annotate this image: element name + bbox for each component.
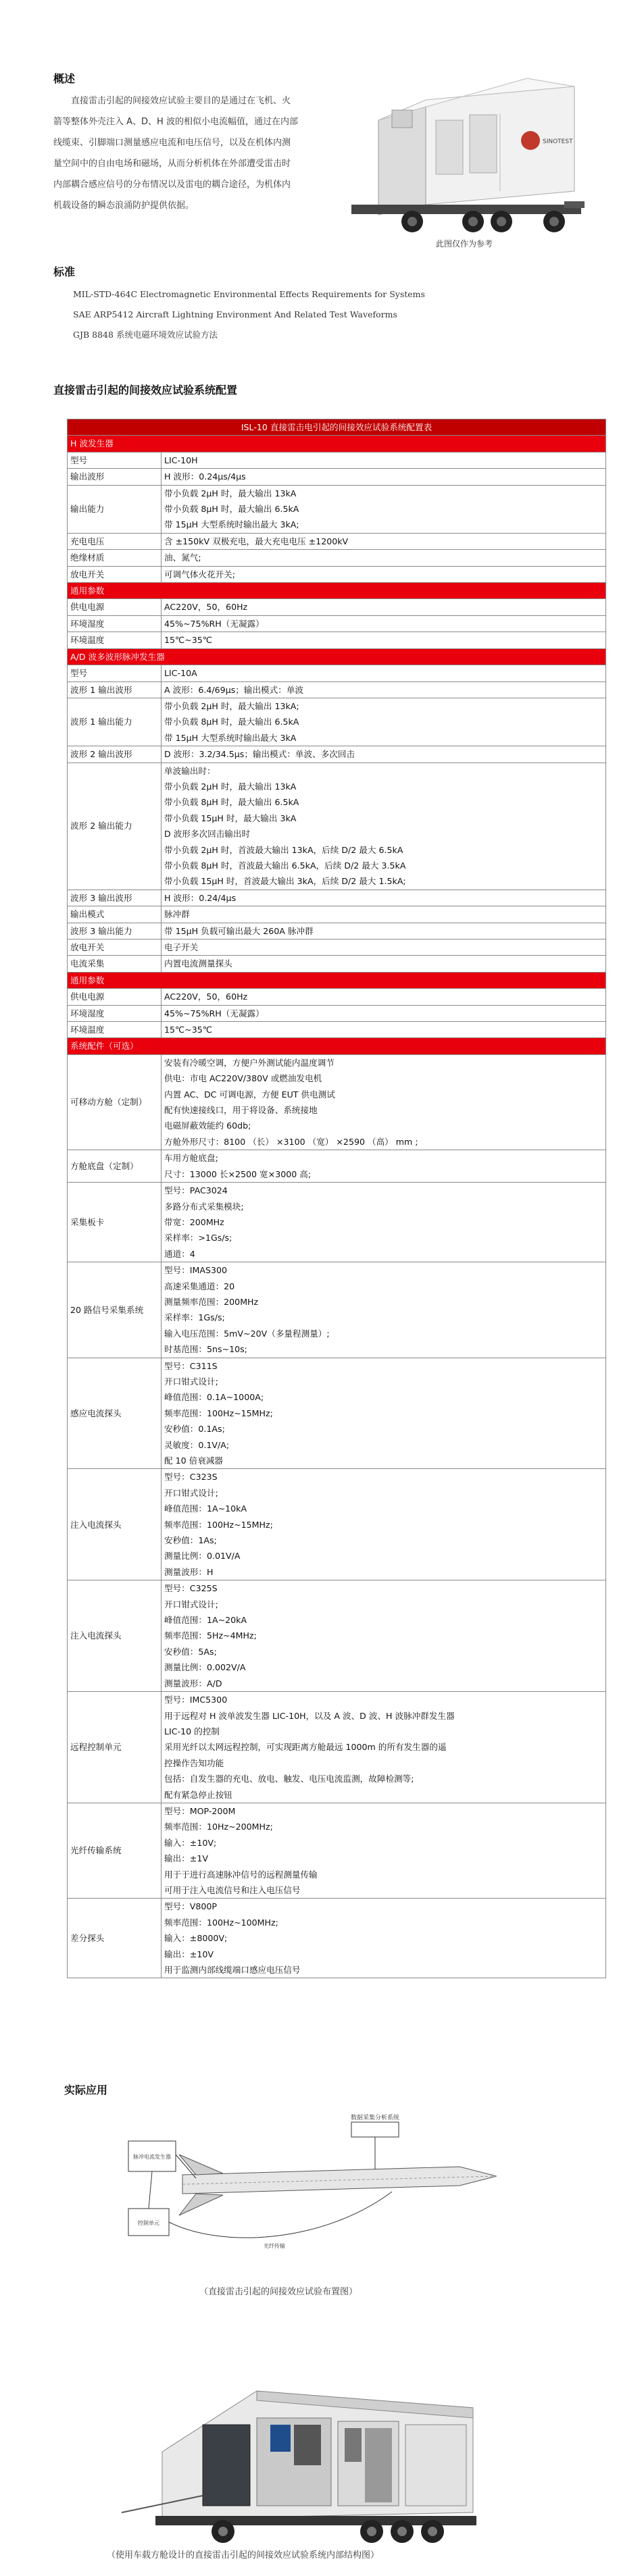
value-line: 测量波形：A/D [164,1678,222,1689]
row-label: 型号 [68,665,162,681]
table-row [68,632,606,648]
table-row [68,906,606,923]
value-line: 方舱外形尺寸：8100 （长） ×3100 （宽） ×2590 （高） mm ; [164,1136,418,1147]
row-label: 20 路信号采集系统 [68,1262,162,1358]
value-line: 时基范围：5ns~10s; [164,1344,247,1355]
value-line: LIC-10H [164,455,198,465]
value-line: 采样率：1Gs/s; [164,1312,225,1323]
table-row [68,1692,606,1803]
value-line: 灵敏度：0.1V/A; [164,1439,230,1450]
table-row [68,615,606,632]
value-line: 测量波形：H [164,1566,214,1577]
table-row [68,956,606,972]
row-label: 方舱底盘（定制） [68,1150,162,1183]
value-line: 带小负载 8μH 时，首波最大输出 6.5kA，后续 D/2 最大 3.5kA [164,860,406,871]
value-line: 开口钳式设计; [164,1487,218,1498]
value-line: 尺寸：13000 长×2500 宽×3000 高; [164,1168,312,1179]
value-line: 用于远程对 H 波单波发生器 LIC-10H，以及 A 波、D 波、H 波脉冲群发生器 [164,1710,455,1721]
value-line: LIC-10 的控制 [164,1726,220,1736]
value-line: 峰值范围：0.1A~1000A; [164,1392,264,1403]
value-line: D 波形多次回击输出时 [164,829,251,840]
value-line: 带小负载 2μH 时，最大输出 13kA [164,488,297,498]
row-label: 输出能力 [68,485,162,533]
value-line: 频率范围：5Hz~4MHz; [164,1630,257,1641]
value-line: 油、氮气; [164,552,201,563]
overview-line: 内部耦合感应信号的分布情况以及雷电的耦合途径，为机体内 [53,180,291,190]
table-row [68,1262,606,1358]
section-header-row [68,972,606,988]
value-line: 输入：±8000V; [164,1933,228,1944]
standard-item: GJB 8848 系统电磁环境效应试验方法 [73,330,218,340]
table-row [68,746,606,763]
overview-heading: 概述 [53,72,76,85]
section-header-row [68,583,606,599]
row-value [162,485,606,533]
section-header: 通用参数 [68,583,606,599]
table-row [68,1183,606,1262]
table-row [68,599,606,615]
value-line: 采用光纤以太网远程控制，可实现距离方舱最远 1000m 的所有发生器的遥 [164,1742,447,1753]
value-line: 带小负载 15μH 时，最大输出 3kA [164,813,297,823]
value-line: 带小负载 8μH 时，最大输出 6.5kA [164,504,299,515]
row-label: 放电开关 [68,566,162,582]
value-line: 型号：C311S [164,1360,218,1371]
config-table-wrapper [67,419,606,1978]
overview-line: 直接雷击引起的间接效应试验主要目的是通过在飞机、火 [71,96,291,106]
value-line: 高速采集通道：20 [164,1281,235,1291]
row-value [162,1580,606,1692]
caption-structure: （使用车载方舱设计的直接雷击引起的间接效应试验系统内部结构图） [107,2550,380,2560]
value-line: 带小负载 2μH 时，最大输出 13kA [164,781,297,792]
row-label: 感应电流探头 [68,1358,162,1469]
truck-image-reference [351,73,595,242]
row-label: 放电开关 [68,939,162,956]
row-value [162,665,606,681]
value-line: 控操作告知功能 [164,1757,224,1768]
row-label: 波形 3 输出波形 [68,890,162,906]
row-value [162,533,606,549]
table-row [68,1899,606,1978]
value-line: 开口钳式设计; [164,1599,218,1609]
table-row [68,923,606,939]
value-line: 15℃~35℃ [164,635,212,646]
diagram-label-control: 控制单元 [138,2220,159,2226]
section-header: 通用参数 [68,972,606,988]
value-line: 含 ±150kV 双极充电，最大充电电压 ±1200kV [164,536,349,546]
standard-item: SAE ARP5412 Aircraft Lightning Environment And Related Test Waveforms [73,309,397,319]
table-row [68,698,606,746]
value-line: 包括：自发生器的充电、放电、触发、电压电流监测，故障检测等; [164,1774,414,1784]
row-label: 差分探头 [68,1899,162,1978]
row-label: 波形 3 输出能力 [68,923,162,939]
value-line: 输入：±10V; [164,1837,217,1848]
row-value [162,1469,606,1580]
value-line: 型号：MOP-200M [164,1805,236,1816]
section-header: H 波发生器 [68,436,606,452]
row-label: 环境温度 [68,632,162,648]
value-line: 通道：4 [164,1248,195,1259]
truck-logo: SINOTEST [543,138,573,145]
row-label: 供电电源 [68,599,162,615]
value-line: 可用于注入电流信号和注入电压信号 [164,1884,301,1895]
value-line: 安秒值：1As; [164,1535,217,1546]
value-line: 型号：IMAS300 [164,1265,228,1276]
row-value [162,599,606,615]
table-row [68,533,606,549]
config-table [67,419,606,1978]
row-value [162,890,606,906]
table-row [68,485,606,533]
row-label: 波形 1 输出波形 [68,681,162,698]
value-line: LIC-10A [164,668,197,679]
overview-line: 线缆束、引脚端口测量感应电流和电压信号，以及在机体内测 [53,138,291,148]
value-line: AC220V，50，60Hz [164,991,248,1002]
value-line: 电磁屏蔽效能约 60db; [164,1120,251,1131]
value-line: 带小负载 8μH 时，最大输出 6.5kA [164,797,299,808]
table-row [68,1358,606,1469]
value-line: 安秒值：5As; [164,1646,217,1657]
value-line: 用于于进行高速脉冲信号的远程测量传输 [164,1869,318,1880]
row-value [162,615,606,632]
table-row [68,566,606,582]
section-header-row [68,436,606,452]
value-line: 输入电压范围：5mV~20V（多量程测量）; [164,1328,330,1339]
row-label: 型号 [68,452,162,468]
table-row [68,890,606,906]
row-label: 绝缘材质 [68,550,162,566]
row-label: 环境温度 [68,1022,162,1038]
row-label: 环境湿度 [68,615,162,632]
value-line: 45%~75%RH（无凝露） [164,618,264,629]
row-label: 环境湿度 [68,1005,162,1021]
value-line: 输出：±10V [164,1949,214,1959]
overview-line: 机载设备的瞬态浪涌防护提供依据。 [53,201,195,211]
standards-heading: 标准 [53,265,76,278]
row-value [162,469,606,485]
value-line: 型号：V800P [164,1901,218,1912]
value-line: 带宽：200MHz [164,1216,224,1227]
table-row [68,665,606,681]
value-line: 频率范围：100Hz~15MHz; [164,1408,273,1418]
row-label: 注入电流探头 [68,1469,162,1580]
row-label: 可移动方舱（定制） [68,1054,162,1150]
value-line: 用于监测内部线缆端口感应电压信号 [164,1965,301,1975]
row-label: 电流采集 [68,956,162,972]
overview-paragraph [53,91,351,216]
row-label: 波形 2 输出波形 [68,746,162,763]
value-line: AC220V，50，60Hz [164,602,248,613]
row-value [162,906,606,923]
row-value [162,566,606,582]
row-value [162,1803,606,1898]
value-line: 15℃~35℃ [164,1025,212,1035]
table-row [68,550,606,566]
value-line: 配有紧急停止按钮 [164,1789,232,1800]
row-value [162,1054,606,1150]
row-label: 输出波形 [68,469,162,485]
value-line: 单波输出时： [164,765,216,776]
row-value [162,1692,606,1803]
value-line: 采样率：>1Gs/s; [164,1233,232,1243]
value-line: 测量比例：0.01V/A [164,1551,241,1562]
diagram-label-acquisition: 数据采集分析系统 [350,2115,400,2121]
row-value [162,632,606,648]
table-row [68,681,606,698]
standard-item: MIL-STD-464C Electromagnetic Environmental Effects Requirements for Systems [73,289,425,299]
value-line: A 波形：6.4/69μs；输出模式：单波 [164,684,304,695]
row-value [162,1262,606,1358]
value-line: H 波形：0.24μs/4μs [164,471,246,482]
value-line: 型号：C323S [164,1472,218,1483]
table-title: ISL-10 直接雷击电引起的间接效应试验系统配置表 [68,419,606,436]
value-line: 内置电流测量探头 [164,958,232,969]
row-value [162,1358,606,1469]
row-value [162,681,606,698]
row-label: 注入电流探头 [68,1580,162,1692]
overview-line: 箭等整体外壳注入 A、D、H 波的相似小电流幅值，通过在内部 [53,117,298,127]
row-value [162,1899,606,1978]
row-label: 供电电源 [68,989,162,1005]
value-line: 带小负载 15μH 时，首波最大输出 3kA，后续 D/2 最大 1.5kA; [164,876,406,887]
value-line: 配 10 倍衰减器 [164,1456,224,1466]
table-row [68,1022,606,1038]
row-value [162,989,606,1005]
value-line: 45%~75%RH（无凝露） [164,1008,264,1019]
section-header-row [68,648,606,665]
row-value [162,1022,606,1038]
overview-line: 量空间中的自由电场和磁场，从而分析机体在外部遭受雷击时 [53,159,291,169]
row-value [162,1150,606,1183]
table-row [68,1803,606,1898]
value-line: 多路分布式采集模块; [164,1201,244,1212]
row-value [162,939,606,956]
value-line: 频率范围：100Hz~100MHz; [164,1917,278,1928]
value-line: 供电：市电 AC220V/380V 或燃油发电机 [164,1073,322,1084]
image-caption: 此图仅作为参考 [436,239,493,249]
row-label: 波形 2 输出能力 [68,763,162,890]
row-label: 输出模式 [68,906,162,923]
value-line: 带小负载 2μH 时，最大输出 13kA; [164,700,299,711]
value-line: 开口钳式设计; [164,1376,218,1387]
value-line: 输出：±1V [164,1853,208,1864]
value-line: 带 15μH 大型系统时输出最大 3kA; [164,519,299,530]
value-line: 带小负载 8μH 时，最大输出 6.5kA [164,717,299,727]
table-row [68,1150,606,1183]
value-line: 安秒值：0.1As; [164,1424,225,1435]
table-row [68,939,606,956]
caption-layout: （直接雷击引起的间接效应试验布置图） [199,2287,358,2297]
value-line: 测量比例：0.002V/A [164,1662,246,1673]
value-line: 型号：PAC3024 [164,1185,228,1196]
value-line: H 波形：0.24/4μs [164,892,237,903]
table-row [68,1580,606,1692]
value-line: D 波形：3.2/34.5μs；输出模式：单波、多次回击 [164,749,355,760]
table-row [68,1469,606,1580]
row-label: 充电电压 [68,533,162,549]
value-line: 电子开关 [164,942,199,952]
value-line: 安装有冷暖空调，方便户外测试能内温度调节 [164,1057,335,1068]
value-line: 带小负载 2μH 时，首波最大输出 13kA，后续 D/2 最大 6.5kA [164,844,403,855]
value-line: 内置 AC、DC 可调电源，方便 EUT 供电测试 [164,1089,335,1100]
value-line: 可调气体火花开关; [164,569,235,579]
value-line: 峰值范围：1A~10kA [164,1503,247,1514]
section-header: A/D 波多波形脉冲发生器 [68,648,606,665]
truck-structure-image [122,2377,500,2546]
value-line: 型号：IMC5300 [164,1695,228,1705]
value-line: 配有快速接线口，用于将设备、系统接地 [164,1105,318,1116]
row-label: 光纤传输系统 [68,1803,162,1898]
row-value [162,746,606,763]
row-value [162,923,606,939]
table-row [68,763,606,890]
table-row [68,452,606,468]
row-label: 采集板卡 [68,1183,162,1262]
config-heading: 直接雷击引起的间接效应试验系统配置 [53,384,238,396]
section-header-row [68,1038,606,1054]
value-line: 峰值范围：1A~20kA [164,1615,247,1626]
application-heading: 实际应用 [64,2084,108,2096]
table-row [68,469,606,485]
test-layout-diagram [122,2114,500,2259]
value-line: 带 15μH 负载可输出最大 260A 脉冲群 [164,925,314,936]
row-label: 远程控制单元 [68,1692,162,1803]
row-value [162,956,606,972]
row-value [162,1005,606,1021]
table-row [68,989,606,1005]
value-line: 车用方舱底盘; [164,1153,218,1164]
value-line: 型号：C325S [164,1583,218,1594]
table-row [68,1054,606,1150]
row-value [162,698,606,746]
row-label: 波形 1 输出能力 [68,698,162,746]
diagram-label-generator: 脉冲电流发生器 [133,2154,171,2160]
row-value [162,763,606,890]
row-value [162,1183,606,1262]
section-header: 系统配件（可选） [68,1038,606,1054]
row-value [162,452,606,468]
value-line: 频率范围：100Hz~15MHz; [164,1519,273,1530]
value-line: 带 15μH 大型系统时输出最大 3kA [164,732,297,743]
value-line: 频率范围：10Hz~200MHz; [164,1822,273,1832]
row-value [162,550,606,566]
diagram-label-cable: 光纤传输 [264,2243,285,2249]
table-row [68,1005,606,1021]
value-line: 测量频率范围：200MHz [164,1296,259,1307]
value-line: 脉冲群 [164,909,190,920]
